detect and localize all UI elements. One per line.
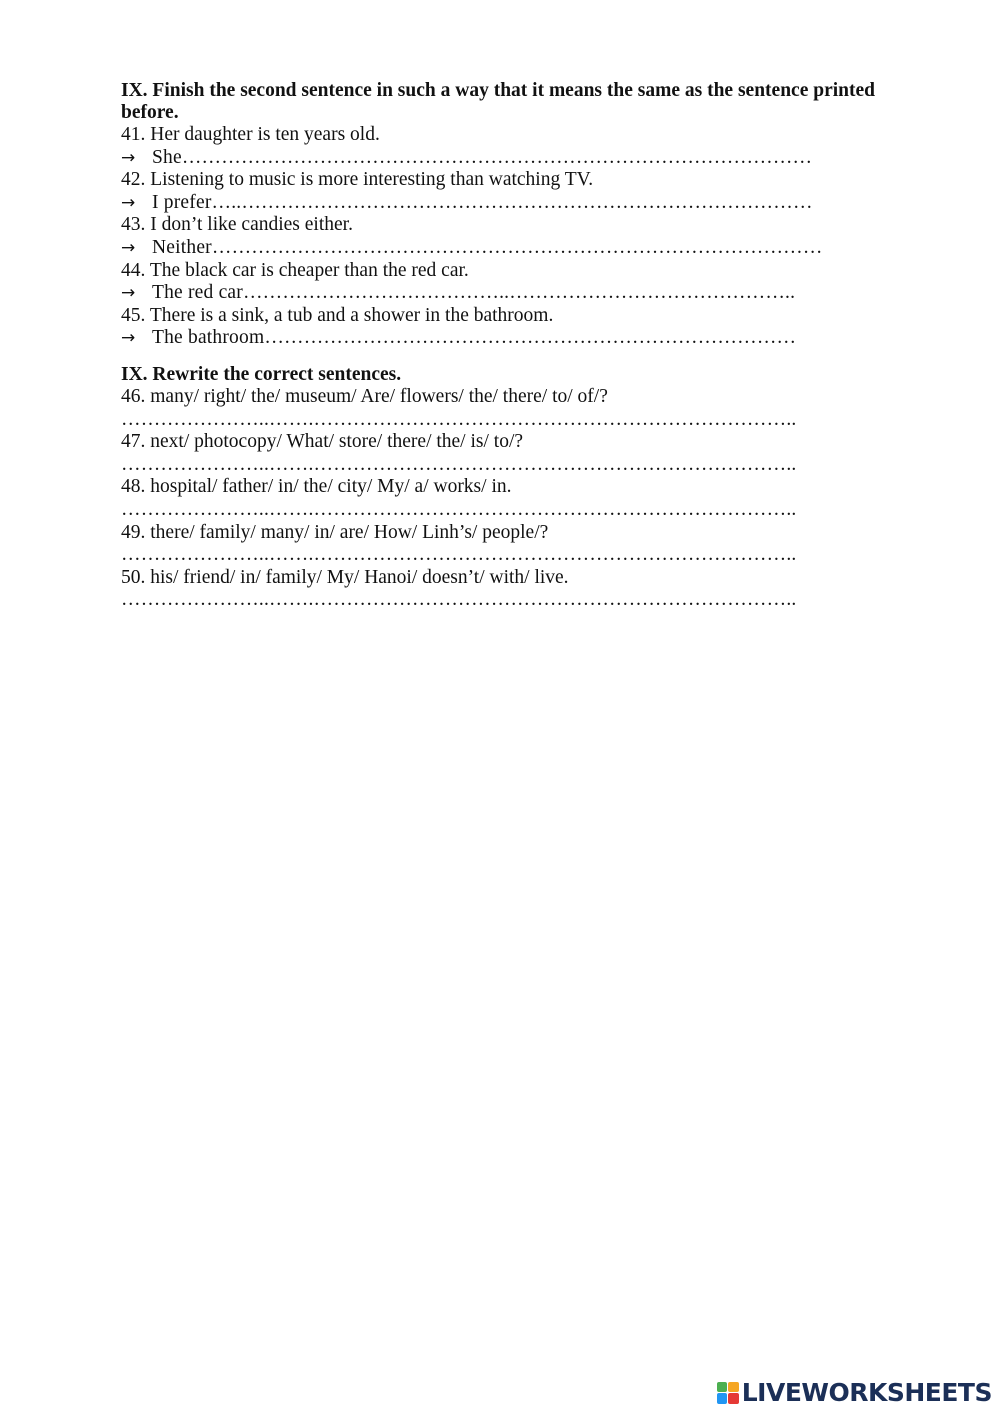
arrow-right-icon: → xyxy=(121,147,136,168)
answer-50[interactable]: …………………..…….……………………………………………………………….. xyxy=(121,589,797,611)
answer-46[interactable]: …………………..…….……………………………………………………………….. xyxy=(121,408,797,430)
question-43: 43. I don’t like candies either. xyxy=(121,214,353,236)
section-1-items xyxy=(121,124,891,350)
answer-line-41[interactable] xyxy=(121,147,891,170)
answer-47[interactable]: …………………..…….……………………………………………………………….. xyxy=(121,453,797,475)
answer-line-45[interactable] xyxy=(121,327,891,350)
section-1-heading: IX. Finish the second sentence in such a way that it means the same as the sentence printed before. xyxy=(121,80,875,123)
liveworksheets-logo-icon xyxy=(717,1382,739,1404)
answer-43: Neither………………………………………………………………………………… xyxy=(152,236,823,258)
question-42: 42. Listening to music is more interesting than watching TV. xyxy=(121,169,594,191)
arrow-right-icon: → xyxy=(121,192,136,213)
answer-41: She…………………………………………………………………………………… xyxy=(152,146,813,168)
section-2-items xyxy=(121,386,891,612)
logo-square-blue xyxy=(717,1393,728,1404)
question-49: 49. there/ family/ many/ in/ are/ How/ Linh’s/ people/? xyxy=(121,521,549,543)
question-48: 48. hospital/ father/ in/ the/ city/ My/ a/ works/ in. xyxy=(121,476,512,498)
arrow-right-icon: → xyxy=(121,237,136,258)
section-2-heading: IX. Rewrite the correct sentences. xyxy=(121,363,402,385)
answer-45: The bathroom……………………………………………………………………… xyxy=(152,327,797,349)
answer-48[interactable]: …………………..…….……………………………………………………………….. xyxy=(121,498,797,520)
answer-42: I prefer…..…………………………………………………………………………… xyxy=(152,191,813,213)
logo-square-red xyxy=(728,1393,739,1404)
logo-square-green xyxy=(717,1382,728,1393)
logo-text: LIVEWORKSHEETS xyxy=(741,1378,992,1407)
arrow-right-icon: → xyxy=(121,283,136,304)
question-50: 50. his/ friend/ in/ family/ My/ Hanoi/ doesn’t/ with/ live. xyxy=(121,566,569,588)
question-45: 45. There is a sink, a tub and a shower in the bathroom. xyxy=(121,304,554,326)
arrow-right-icon: → xyxy=(121,328,136,349)
section-gap xyxy=(121,350,891,364)
question-46: 46. many/ right/ the/ museum/ Are/ flowers/ the/ there/ to/ of/? xyxy=(121,385,608,407)
liveworksheets-logo[interactable] xyxy=(717,1378,992,1407)
answer-49[interactable]: …………………..…….……………………………………………………………….. xyxy=(121,544,797,566)
answer-line-42[interactable] xyxy=(121,192,891,215)
answer-line-44[interactable] xyxy=(121,282,891,305)
answer-44: The red car…………………………………..…………………………………….. xyxy=(152,282,796,304)
question-41: 41. Her daughter is ten years old. xyxy=(121,124,380,145)
answer-line-43[interactable] xyxy=(121,237,891,260)
question-47: 47. next/ photocopy/ What/ store/ there/ the/ is/ to/? xyxy=(121,431,524,453)
logo-square-orange xyxy=(728,1382,739,1393)
worksheet xyxy=(121,80,891,612)
question-44: 44. The black car is cheaper than the red car. xyxy=(121,259,469,281)
